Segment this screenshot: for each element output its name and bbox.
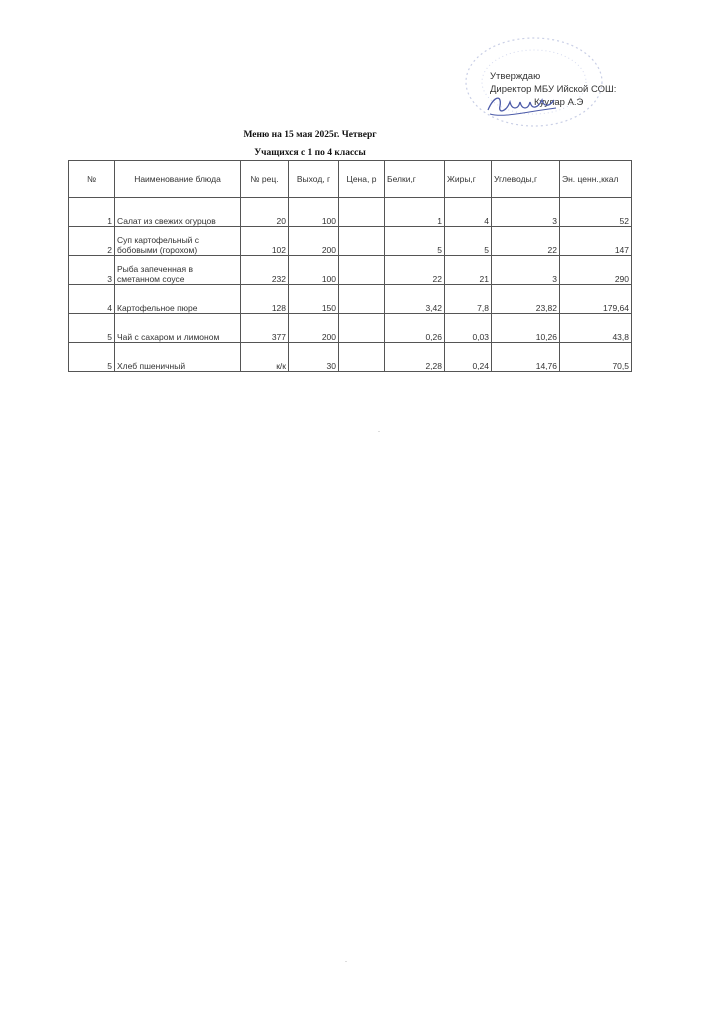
header-energy: Эн. ценн.,ккал bbox=[560, 161, 632, 198]
row-price bbox=[339, 285, 385, 314]
row-output: 100 bbox=[289, 198, 339, 227]
row-carbs: 10,26 bbox=[492, 314, 560, 343]
row-protein: 5 bbox=[385, 227, 445, 256]
table-row bbox=[69, 314, 632, 343]
row-dish-name: Чай с сахаром и лимоном bbox=[115, 314, 241, 343]
row-energy: 52 bbox=[560, 198, 632, 227]
menu-table bbox=[68, 160, 632, 372]
menu-title: Меню на 15 мая 2025г. Четверг bbox=[243, 130, 377, 140]
row-recipe-number: 128 bbox=[241, 285, 289, 314]
row-output: 30 bbox=[289, 343, 339, 372]
row-fat: 0,03 bbox=[445, 314, 492, 343]
row-energy: 179,64 bbox=[560, 285, 632, 314]
row-number: 1 bbox=[69, 198, 115, 227]
row-dish-name: Суп картофельный с бобовыми (горохом) bbox=[115, 227, 241, 256]
row-energy: 70,5 bbox=[560, 343, 632, 372]
approval-signer-name: Куулар А.Э bbox=[534, 97, 584, 108]
row-number: 3 bbox=[69, 256, 115, 285]
row-number: 5 bbox=[69, 343, 115, 372]
scan-speck bbox=[378, 431, 380, 432]
row-recipe-number: 377 bbox=[241, 314, 289, 343]
row-protein: 1 bbox=[385, 198, 445, 227]
table-row bbox=[69, 285, 632, 314]
header-carbs: Углеводы,г bbox=[492, 161, 560, 198]
table-header-row bbox=[69, 161, 632, 198]
header-recipe-number: № рец. bbox=[241, 161, 289, 198]
row-carbs: 3 bbox=[492, 198, 560, 227]
header-number: № bbox=[69, 161, 115, 198]
row-dish-name: Салат из свежих огурцов bbox=[115, 198, 241, 227]
row-output: 200 bbox=[289, 227, 339, 256]
scan-speck bbox=[345, 961, 347, 962]
row-price bbox=[339, 227, 385, 256]
row-output: 100 bbox=[289, 256, 339, 285]
row-carbs: 23,82 bbox=[492, 285, 560, 314]
row-protein: 3,42 bbox=[385, 285, 445, 314]
table-row bbox=[69, 343, 632, 372]
header-protein: Белки,г bbox=[385, 161, 445, 198]
row-price bbox=[339, 198, 385, 227]
row-price bbox=[339, 256, 385, 285]
header-fat: Жиры,г bbox=[445, 161, 492, 198]
row-fat: 21 bbox=[445, 256, 492, 285]
row-protein: 22 bbox=[385, 256, 445, 285]
row-number: 2 bbox=[69, 227, 115, 256]
header-dish-name: Наименование блюда bbox=[115, 161, 241, 198]
row-recipe-number: 232 bbox=[241, 256, 289, 285]
handwritten-signature bbox=[484, 88, 560, 122]
row-price bbox=[339, 343, 385, 372]
row-number: 4 bbox=[69, 285, 115, 314]
table-row bbox=[69, 256, 632, 285]
row-output: 150 bbox=[289, 285, 339, 314]
row-carbs: 14,76 bbox=[492, 343, 560, 372]
row-output: 200 bbox=[289, 314, 339, 343]
row-carbs: 3 bbox=[492, 256, 560, 285]
row-price bbox=[339, 314, 385, 343]
row-fat: 0,24 bbox=[445, 343, 492, 372]
approval-position: Директор МБУ Ийской СОШ: bbox=[490, 84, 617, 95]
row-number: 5 bbox=[69, 314, 115, 343]
row-dish-name: Картофельное пюре bbox=[115, 285, 241, 314]
row-carbs: 22 bbox=[492, 227, 560, 256]
row-protein: 0,26 bbox=[385, 314, 445, 343]
table-row bbox=[69, 227, 632, 256]
row-recipe-number: 102 bbox=[241, 227, 289, 256]
row-energy: 147 bbox=[560, 227, 632, 256]
menu-subtitle: Учащихся с 1 по 4 классы bbox=[254, 148, 366, 158]
row-recipe-number: к/к bbox=[241, 343, 289, 372]
row-energy: 43,8 bbox=[560, 314, 632, 343]
row-fat: 7,8 bbox=[445, 285, 492, 314]
row-fat: 4 bbox=[445, 198, 492, 227]
approval-heading: Утверждаю bbox=[490, 71, 541, 82]
row-energy: 290 bbox=[560, 256, 632, 285]
header-price: Цена, р bbox=[339, 161, 385, 198]
header-output: Выход, г bbox=[289, 161, 339, 198]
row-recipe-number: 20 bbox=[241, 198, 289, 227]
row-dish-name: Хлеб пшеничный bbox=[115, 343, 241, 372]
row-protein: 2,28 bbox=[385, 343, 445, 372]
table-row bbox=[69, 198, 632, 227]
row-dish-name: Рыба запеченная в сметанном соусе bbox=[115, 256, 241, 285]
row-fat: 5 bbox=[445, 227, 492, 256]
